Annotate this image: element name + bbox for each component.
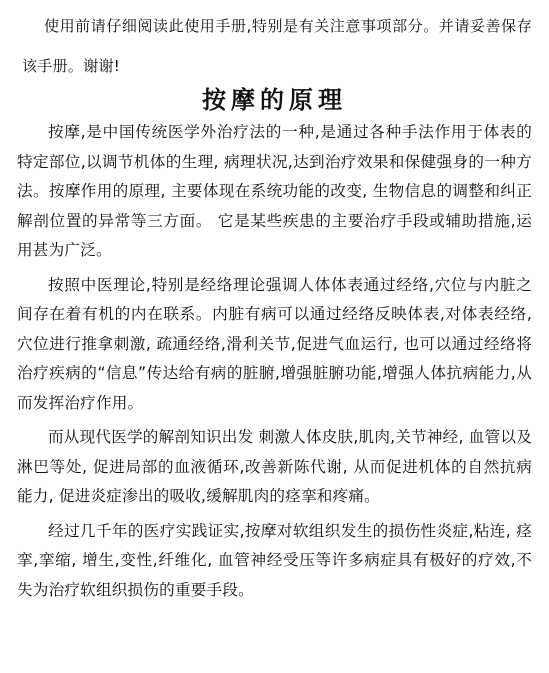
paragraph-definition: 按摩,是中国传统医学外治疗法的一种,是通过各种手法作用于体表的特定部位,以调节机体的生理, 病理状况,达到治疗效果和保健强身的一种方法。按摩作用的原理, 主要体现在系统功能的改变, 生物信息的调整和纠正解剖位置的异常等三方面。 它是某些疾患的主要治疗手段或辅助措施,运用甚为广泛。 [17, 123, 532, 259]
page-title: 按摩的原理 [202, 86, 347, 114]
article-body [17, 118, 532, 610]
paragraph-modern-medicine: 而从现代医学的解剖知识出发 刺激人体皮肤,肌肉,关节神经, 血管以及淋巴等处, 促进局部的血液循环,改善新陈代谢, 从而促进机体的自然抗病能力, 促进炎症渗出的吸收,缓解肌肉的痉挛和疼痛。 [17, 428, 532, 505]
usage-notice: 使用前请仔细阅读此使用手册,特别是有关注意事项部分。并请妥善保存该手册。谢谢! [22, 17, 532, 75]
paragraph-tcm-theory: 按照中医理论,特别是经络理论强调人体体表通过经络,穴位与内脏之间存在着有机的内在联系。内脏有病可以通过经络反映体表,对体表经络, 穴位进行推拿刺激, 疏通经络,滑利关节,促进气血运行, 也可以通过经络将治疗疾病的“信息”传达给有病的脏腑,增强脏腑功能,增强人体抗病能力,从而发挥治疗作用。 [17, 275, 532, 412]
paragraph-clinical-practice: 经过几千年的医疗实践证实,按摩对软组织发生的损伤性炎症,粘连, 痉挛,挛缩, 增生,变性,纤维化, 血管神经受压等许多病症具有极好的疗效,不失为治疗软组织损伤的重要手段。 [17, 521, 532, 599]
